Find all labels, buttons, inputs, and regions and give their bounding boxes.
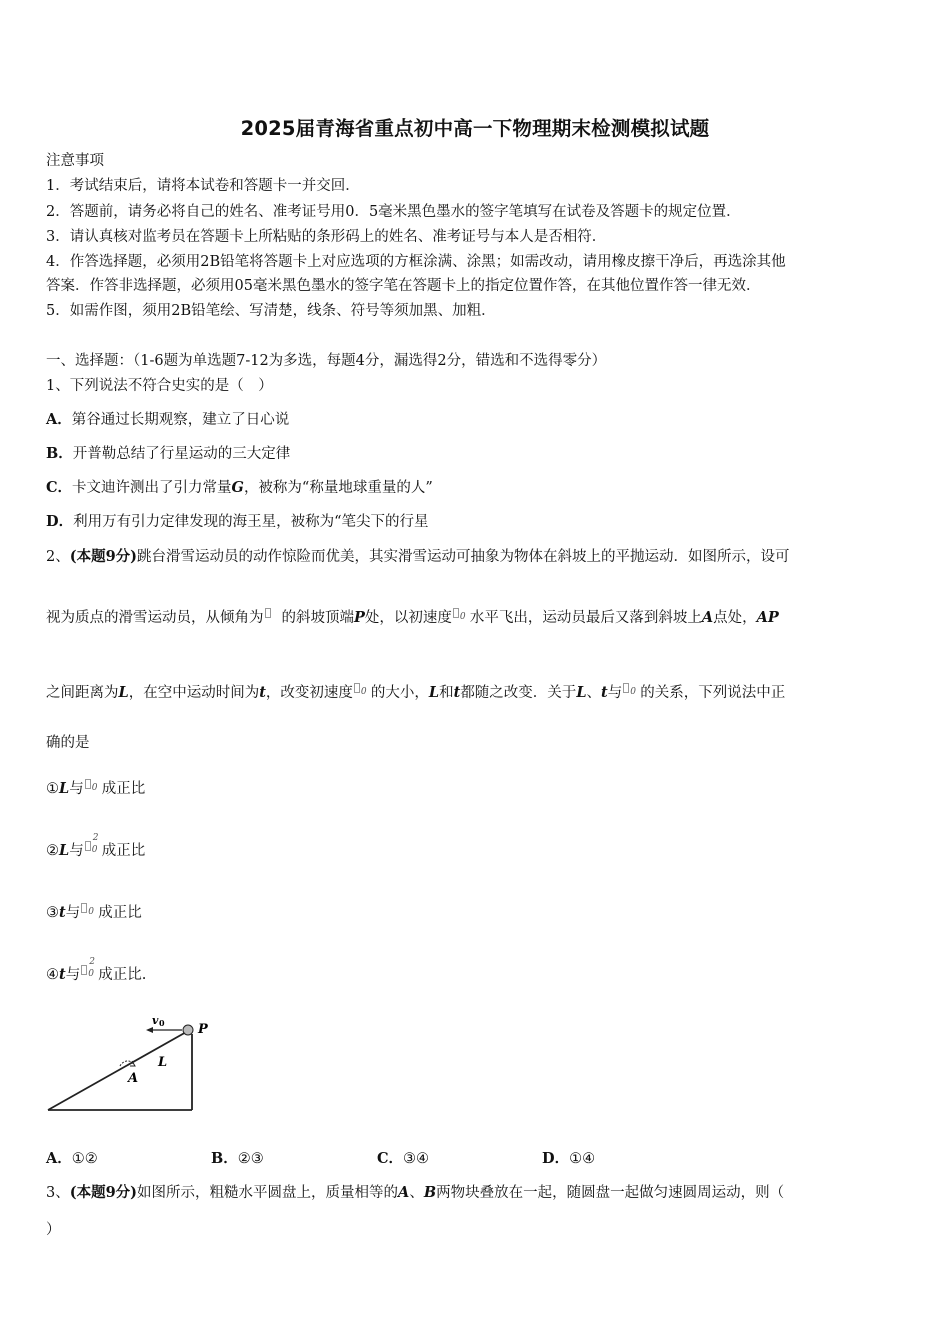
placeholder-box-icon bbox=[85, 779, 91, 789]
notice-item: 2．答题前，请务必将自己的姓名、准考证号用0．5毫米黑色墨水的签字笔填写在试卷及答题卡的规定位置． bbox=[46, 204, 741, 220]
slope-hypotenuse-line bbox=[48, 1031, 188, 1110]
point-A-label: A bbox=[128, 1071, 139, 1086]
option-text: 卡文迪许测出了引力常量 bbox=[72, 480, 232, 496]
variable-A: A bbox=[701, 609, 714, 626]
variable-L: L bbox=[576, 684, 587, 701]
question-2-line-2 bbox=[46, 608, 779, 628]
variable-AP: AP bbox=[756, 609, 779, 626]
question-text: ，在空中运动时间为 bbox=[128, 685, 260, 701]
option-label: B． bbox=[211, 1150, 238, 1167]
option-label: A． bbox=[46, 411, 72, 428]
question-text: 点处， bbox=[713, 610, 757, 626]
arrowhead-icon bbox=[146, 1027, 153, 1033]
statement-number: ④ bbox=[46, 967, 59, 983]
v0-symbol bbox=[81, 903, 97, 919]
superscript: 2 bbox=[89, 957, 95, 967]
statement-3 bbox=[46, 903, 142, 923]
statement-variable: t bbox=[59, 966, 66, 983]
placeholder-box-icon bbox=[85, 841, 91, 851]
v0-symbol bbox=[623, 683, 639, 699]
variable-G: G bbox=[231, 479, 244, 496]
placeholder-box-icon bbox=[81, 965, 87, 975]
v0-symbol bbox=[85, 779, 101, 795]
question-text: 的关系，下列说法中正 bbox=[640, 685, 786, 701]
option-label: B． bbox=[46, 445, 73, 462]
variable-A: A bbox=[398, 1184, 410, 1201]
question-2-line-3 bbox=[46, 683, 785, 703]
option-label: D． bbox=[542, 1150, 570, 1167]
v0-label: v bbox=[152, 1014, 159, 1027]
subscript: 0 bbox=[88, 969, 94, 979]
notice-item: 5．如需作图，须用2B铅笔绘、写清楚，线条、符号等须加黑、加粗． bbox=[46, 303, 496, 319]
question-text: 跳台滑雪运动员的动作惊险而优美，其实滑雪运动可抽象为物体在斜坡上的平抛运动．如图所示，设可 bbox=[137, 549, 790, 565]
question-1-stem: 1、下列说法不符合史实的是（ ） bbox=[46, 378, 273, 394]
question-text: 处，以初速度 bbox=[364, 610, 452, 626]
placeholder-box-icon bbox=[623, 683, 629, 693]
notice-heading: 注意事项 bbox=[46, 153, 104, 169]
option-text: 第谷通过长期观察，建立了日心说 bbox=[71, 412, 290, 428]
question-score: (本题9分) bbox=[69, 1184, 138, 1201]
question-2-answer-d bbox=[542, 1149, 595, 1169]
option-text: ③④ bbox=[403, 1151, 430, 1167]
question-text: ，改变初速度 bbox=[265, 685, 353, 701]
question-text: 视为质点的滑雪运动员，从倾角为 bbox=[46, 610, 264, 626]
question-text: 都随之改变．关于 bbox=[460, 685, 577, 701]
question-1-option-d bbox=[46, 512, 429, 532]
v0-symbol bbox=[453, 608, 469, 624]
statement-text: 与 bbox=[65, 905, 81, 921]
statement-4 bbox=[46, 957, 147, 985]
question-text: 、 bbox=[586, 685, 602, 701]
statement-variable: L bbox=[59, 842, 70, 859]
question-2-answer-c bbox=[377, 1149, 429, 1169]
subscript: 0 bbox=[88, 907, 94, 917]
question-text: 与 bbox=[607, 685, 623, 701]
question-text: 、 bbox=[409, 1185, 424, 1201]
notice-item: 答案．作答非选择题，必须用05毫米黑色墨水的签字笔在答题卡上的指定位置作答，在其他位置作答一律无效． bbox=[46, 278, 761, 294]
option-label: C． bbox=[46, 479, 73, 496]
statement-variable: L bbox=[59, 780, 70, 797]
statement-1 bbox=[46, 779, 145, 799]
question-text: 两物块叠放在一起，随圆盘一起做匀速圆周运动，则（ bbox=[436, 1185, 785, 1201]
subscript: 0 bbox=[360, 687, 367, 697]
option-label: C． bbox=[377, 1150, 404, 1167]
notice-item: 3．请认真核对监考员在答题卡上所粘贴的条形码上的姓名、准考证号与本人是否相符． bbox=[46, 229, 607, 245]
question-score: (本题9分) bbox=[69, 548, 138, 565]
option-label: D． bbox=[46, 513, 74, 530]
question-1-option-c bbox=[46, 478, 433, 498]
statement-text: 与 bbox=[65, 967, 81, 983]
v0-label-subscript: 0 bbox=[159, 1018, 165, 1028]
placeholder-box-icon bbox=[81, 903, 87, 913]
placeholder-box-icon bbox=[354, 683, 360, 693]
variable-t: t bbox=[601, 684, 608, 701]
option-text: ②③ bbox=[237, 1151, 264, 1167]
statement-text: 与 bbox=[69, 843, 84, 859]
length-L-label: L bbox=[158, 1055, 168, 1070]
slope-figure bbox=[40, 1008, 230, 1118]
question-number: 3、 bbox=[46, 1185, 70, 1201]
question-number: 2、 bbox=[46, 549, 70, 565]
variable-L: L bbox=[428, 684, 440, 701]
question-2-answer-b bbox=[211, 1149, 264, 1169]
placeholder-box-icon bbox=[453, 608, 459, 618]
statement-text: 成正比. bbox=[98, 967, 147, 983]
statement-text: 与 bbox=[69, 781, 84, 797]
option-text: 利用万有引力定律发现的海王星，被称为“笔尖下的行星 bbox=[73, 514, 429, 530]
question-3-line-1 bbox=[46, 1183, 784, 1203]
variable-B: B bbox=[423, 1184, 437, 1201]
subscript: 0 bbox=[459, 612, 466, 622]
question-text: 之间距离为 bbox=[46, 685, 119, 701]
option-text: ①④ bbox=[569, 1151, 596, 1167]
theta-symbol bbox=[265, 608, 281, 624]
question-text: 水平飞出，运动员最后又落到斜坡上 bbox=[469, 610, 702, 626]
question-text: 的斜坡顶端 bbox=[281, 610, 354, 626]
statement-text: 成正比 bbox=[98, 905, 142, 921]
question-text: 的大小， bbox=[370, 685, 429, 701]
superscript: 2 bbox=[92, 833, 99, 843]
question-text: 如图所示，粗糙水平圆盘上，质量相等的 bbox=[137, 1185, 399, 1201]
question-2-answer-a bbox=[46, 1149, 98, 1169]
option-text: ，被称为“称量地球重量的人” bbox=[243, 480, 433, 496]
v0-squared-symbol bbox=[85, 833, 101, 857]
subscript: 0 bbox=[91, 783, 98, 793]
point-P-label: P bbox=[198, 1022, 208, 1037]
question-2-line-4: 确的是 bbox=[46, 735, 90, 751]
question-2-line-1 bbox=[46, 547, 790, 567]
option-text: 开普勒总结了行星运动的三大定律 bbox=[72, 446, 291, 462]
question-1-option-b bbox=[46, 444, 290, 464]
statement-number: ① bbox=[46, 781, 59, 797]
statement-number: ② bbox=[46, 843, 59, 859]
skier-ball-icon bbox=[183, 1025, 193, 1035]
statement-text: 成正比 bbox=[101, 843, 146, 859]
question-1-option-a bbox=[46, 410, 289, 430]
question-text: 和 bbox=[439, 685, 454, 701]
statement-number: ③ bbox=[46, 905, 59, 921]
variable-L: L bbox=[118, 684, 129, 701]
v0-symbol bbox=[354, 683, 370, 699]
variable-t: t bbox=[259, 684, 266, 701]
statement-variable: t bbox=[59, 904, 66, 921]
statement-2 bbox=[46, 833, 146, 861]
notice-item: 4．作答选择题，必须用2B铅笔将答题卡上对应选项的方框涂满、涂黑；如需改动，请用橡皮擦干净后，再选涂其他 bbox=[46, 254, 786, 270]
subscript: 0 bbox=[91, 845, 98, 855]
page-title: 2025届青海省重点初中高一下物理期末检测模拟试题 bbox=[240, 117, 710, 140]
v0-squared-symbol bbox=[81, 957, 97, 981]
subscript: 0 bbox=[630, 687, 636, 697]
option-text: ①② bbox=[71, 1151, 98, 1167]
section-heading: 一、选择题：（1-6题为单选题7-12为多选，每题4分，漏选得2分，错选和不选得零分） bbox=[46, 353, 607, 369]
option-label: A． bbox=[46, 1150, 72, 1167]
variable-P: P bbox=[354, 609, 365, 626]
question-3-line-2: ） bbox=[46, 1222, 61, 1238]
placeholder-box-icon bbox=[265, 608, 271, 618]
variable-t: t bbox=[453, 684, 461, 701]
notice-item: 1．考试结束后，请将本试卷和答题卡一并交回． bbox=[46, 178, 360, 194]
statement-text: 成正比 bbox=[101, 781, 146, 797]
